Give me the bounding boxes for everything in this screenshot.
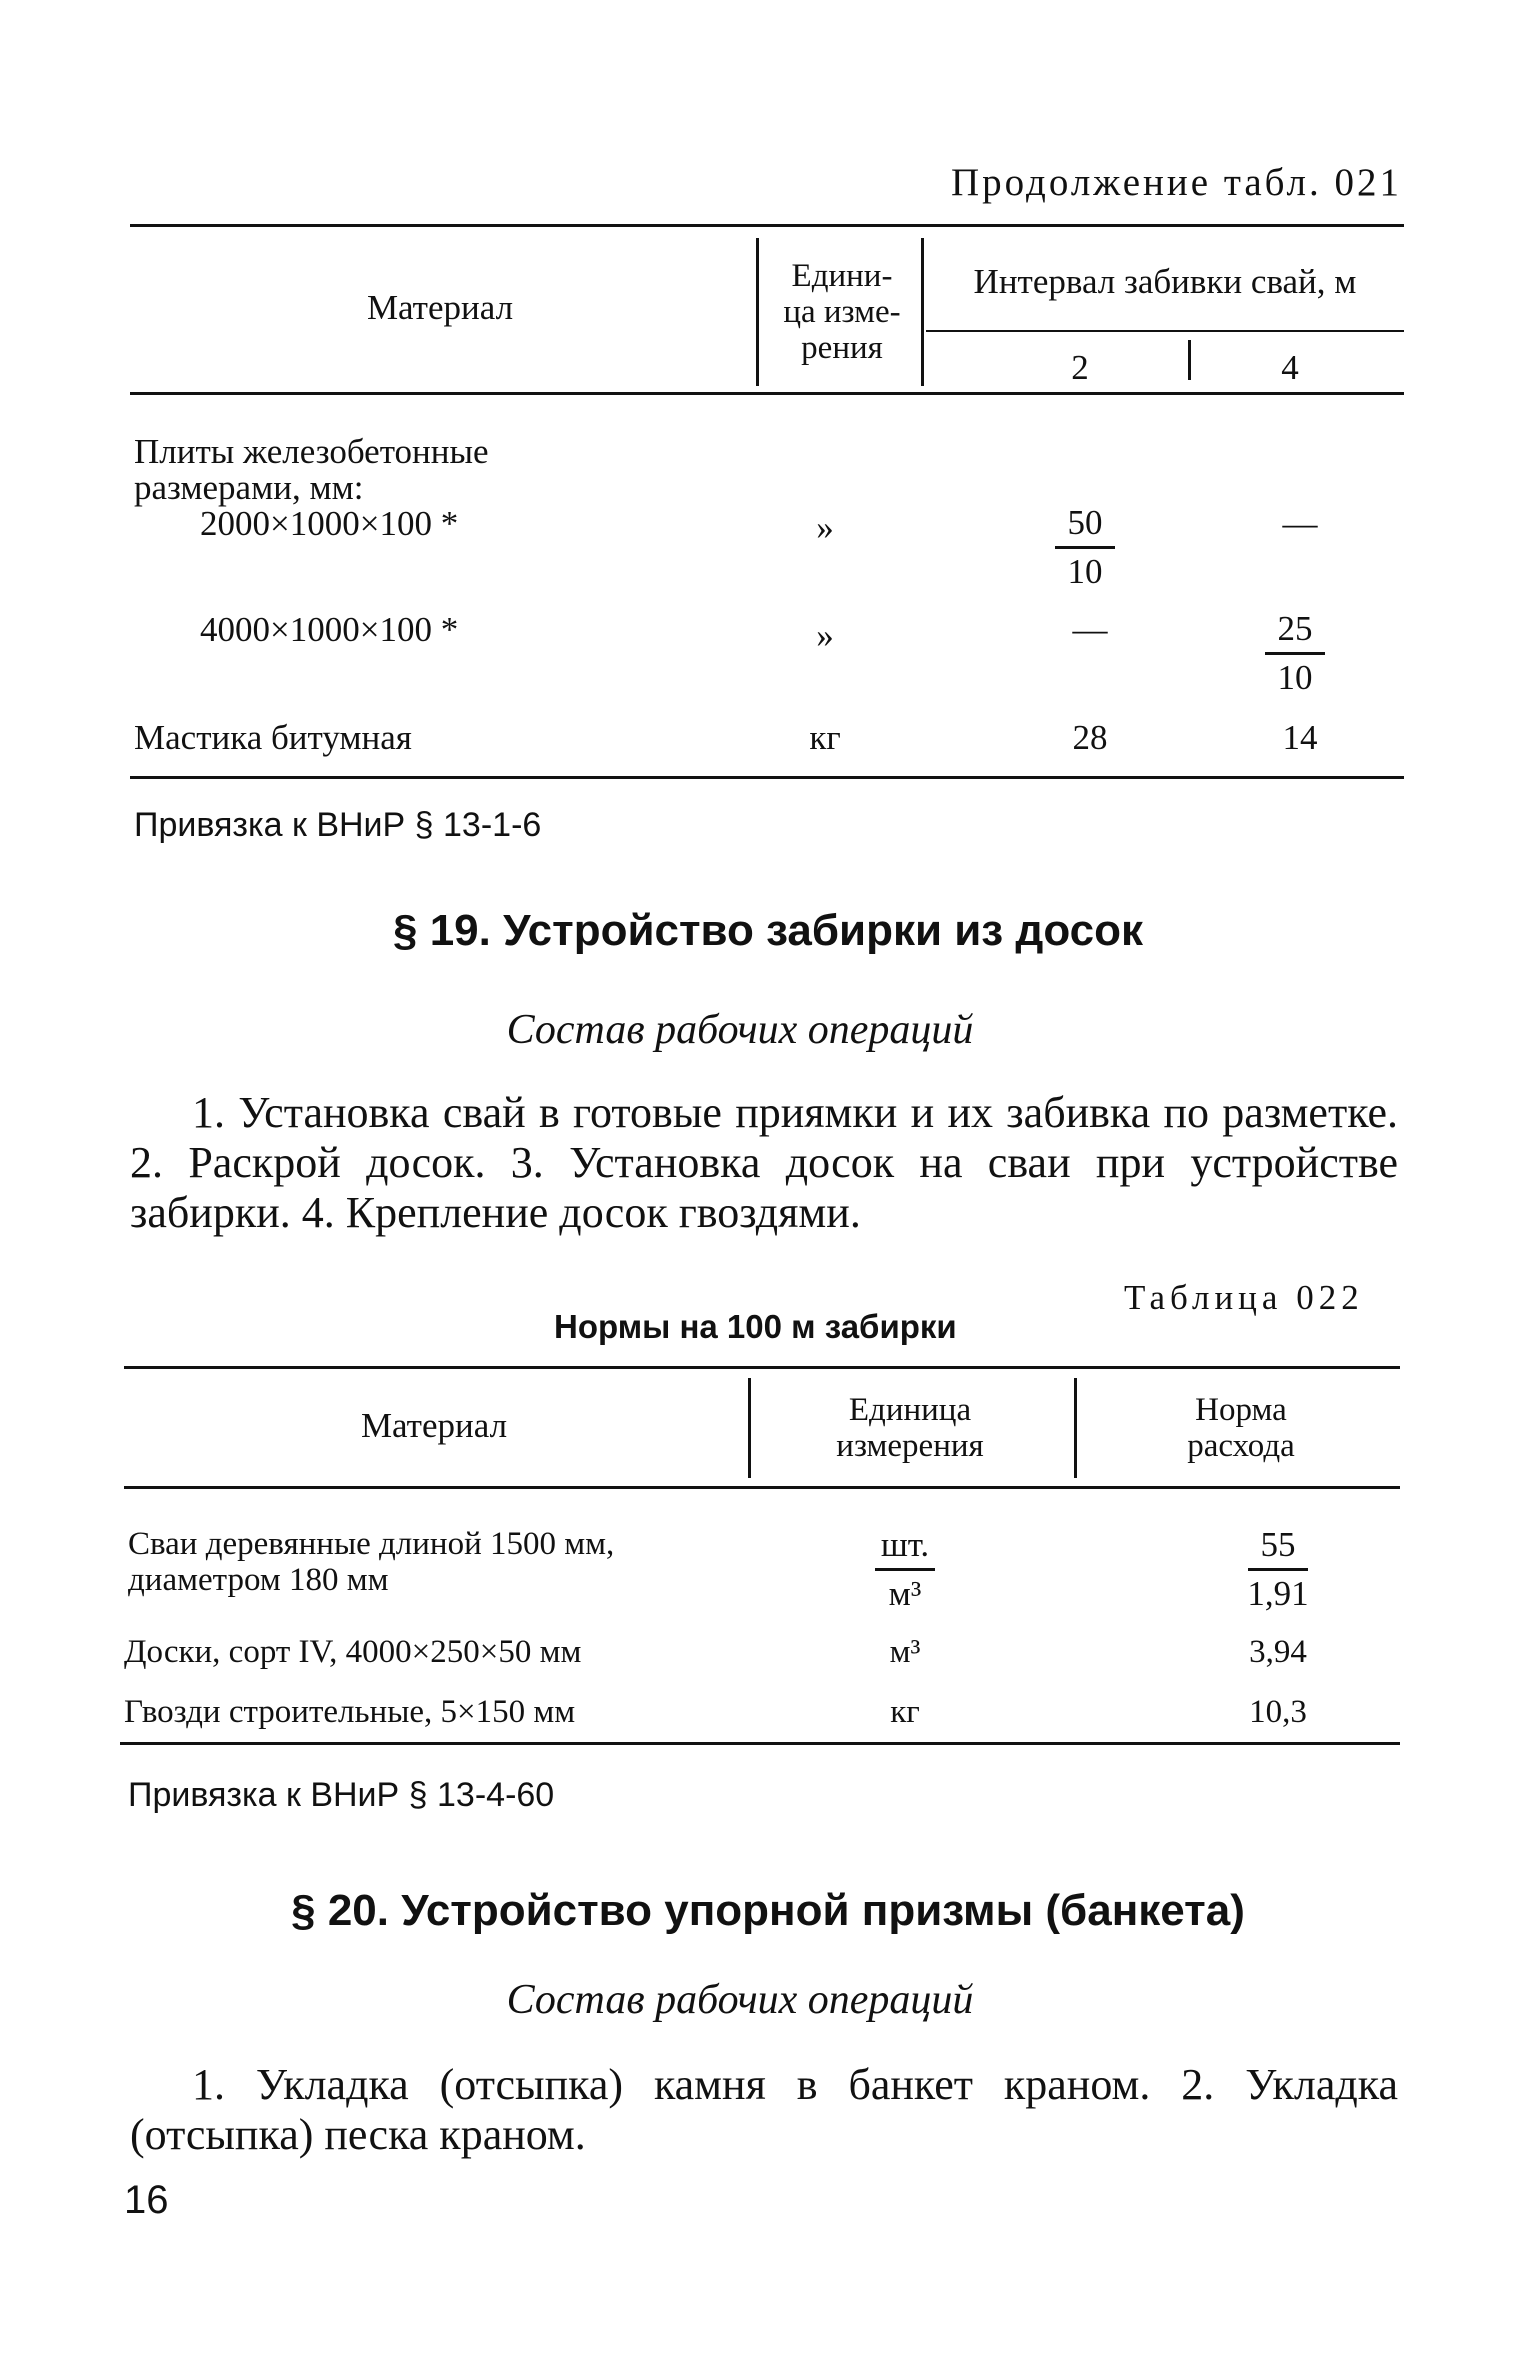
header-bottom-rule	[130, 392, 1404, 395]
value-cell: —	[1072, 610, 1108, 649]
section-text: 1. Установка свай в готовые приямки и их забивка по разметке. 2. Раскрой досок. 3. Установка досок на сваи при устройстве забирки. 4. Крепление досок гвоздями.	[130, 1088, 1398, 1237]
fraction-numerator: 25	[1265, 610, 1325, 655]
header-bottom-rule	[124, 1486, 1400, 1489]
section-subtitle: Состав рабочих операций	[506, 1007, 974, 1053]
fraction-value	[1240, 610, 1350, 697]
section-subtitle: Состав рабочих операций	[506, 1977, 974, 2023]
header-interval: Интервал забивки свай, м	[973, 262, 1357, 301]
material-label-line: Сваи деревянные длиной 1500 мм,	[128, 1526, 615, 1562]
header-subrule	[926, 330, 1404, 332]
unit-cell: »	[816, 616, 834, 655]
material-label-line: диаметром 180 мм	[128, 1562, 389, 1598]
table-row-group-label	[134, 434, 489, 506]
unit-cell: м³	[889, 1634, 921, 1670]
unit-cell: кг	[890, 1694, 920, 1730]
header-unit-line: рения	[801, 330, 883, 366]
fraction-numerator: шт.	[875, 1526, 935, 1571]
fraction-denominator: м³	[888, 1574, 922, 1613]
table-top-rule	[130, 224, 1404, 227]
material-label: Гвозди строительные, 5×150 мм	[124, 1694, 576, 1730]
norm-cell: 10,3	[1249, 1694, 1307, 1730]
material-label: Плиты железобетонные	[134, 432, 489, 471]
section-text: 1. Укладка (отсыпка) камня в банкет краном. 2. Укладка (отсыпка) песка краном.	[130, 2060, 1398, 2159]
material-label: 4000×1000×100 *	[200, 610, 459, 649]
header-material: Материал	[360, 1406, 508, 1445]
header-unit	[760, 1392, 1060, 1464]
section-heading: § 20. Устройство упорной призмы (банкета)	[291, 1886, 1245, 1935]
norm-fraction	[1228, 1526, 1328, 1613]
table-bottom-rule	[120, 1742, 1400, 1745]
value-cell: —	[1282, 504, 1318, 543]
table-continuation-title: Продолжение табл. 021	[950, 161, 1402, 204]
page-number: 16	[124, 2178, 169, 2222]
table-top-rule	[124, 1366, 1400, 1369]
header-unit-line: Единица	[848, 1392, 972, 1428]
unit-fraction	[850, 1526, 960, 1613]
header-unit-line: ца изме-	[783, 294, 901, 330]
norm-cell: 3,94	[1249, 1634, 1307, 1670]
fraction-numerator: 55	[1248, 1526, 1308, 1571]
fraction-denominator: 10	[1067, 552, 1103, 591]
header-norm-line: расхода	[1187, 1428, 1295, 1464]
column-divider	[756, 238, 759, 386]
unit-cell: кг	[809, 718, 841, 757]
material-label	[128, 1526, 614, 1598]
header-material: Материал	[366, 288, 514, 327]
binding-reference: Привязка к ВНиР § 13-4-60	[128, 1776, 555, 1814]
fraction-denominator: 10	[1277, 658, 1313, 697]
column-divider	[1188, 340, 1191, 380]
material-label: Мастика битумная	[134, 718, 412, 757]
material-label: 2000×1000×100 *	[200, 504, 459, 543]
fraction-value	[1030, 504, 1140, 591]
table-bottom-rule	[130, 776, 1404, 779]
column-divider	[921, 238, 924, 386]
column-divider	[748, 1378, 751, 1478]
table-label: Таблица 022	[1124, 1278, 1364, 1317]
column-divider	[1074, 1378, 1077, 1478]
value-cell: 28	[1072, 718, 1108, 757]
section-heading: § 19. Устройство забирки из досок	[393, 906, 1143, 955]
unit-cell: »	[816, 508, 834, 547]
header-norm-line: Норма	[1195, 1392, 1287, 1428]
fraction-numerator: 50	[1055, 504, 1115, 549]
binding-reference: Привязка к ВНиР § 13-1-6	[134, 806, 542, 844]
material-label: Доски, сорт IV, 4000×250×50 мм	[124, 1634, 582, 1670]
header-norm	[1082, 1392, 1400, 1464]
fraction-denominator: 1,91	[1247, 1574, 1309, 1613]
header-unit	[762, 258, 922, 366]
value-cell: 14	[1282, 718, 1318, 757]
header-col-4: 4	[1281, 348, 1299, 387]
material-label: размерами, мм:	[134, 468, 364, 507]
header-unit-line: измерения	[836, 1428, 984, 1464]
header-unit-line: Едини-	[791, 258, 893, 294]
table-title: Нормы на 100 м забирки	[554, 1308, 957, 1345]
header-col-2: 2	[1071, 348, 1089, 387]
